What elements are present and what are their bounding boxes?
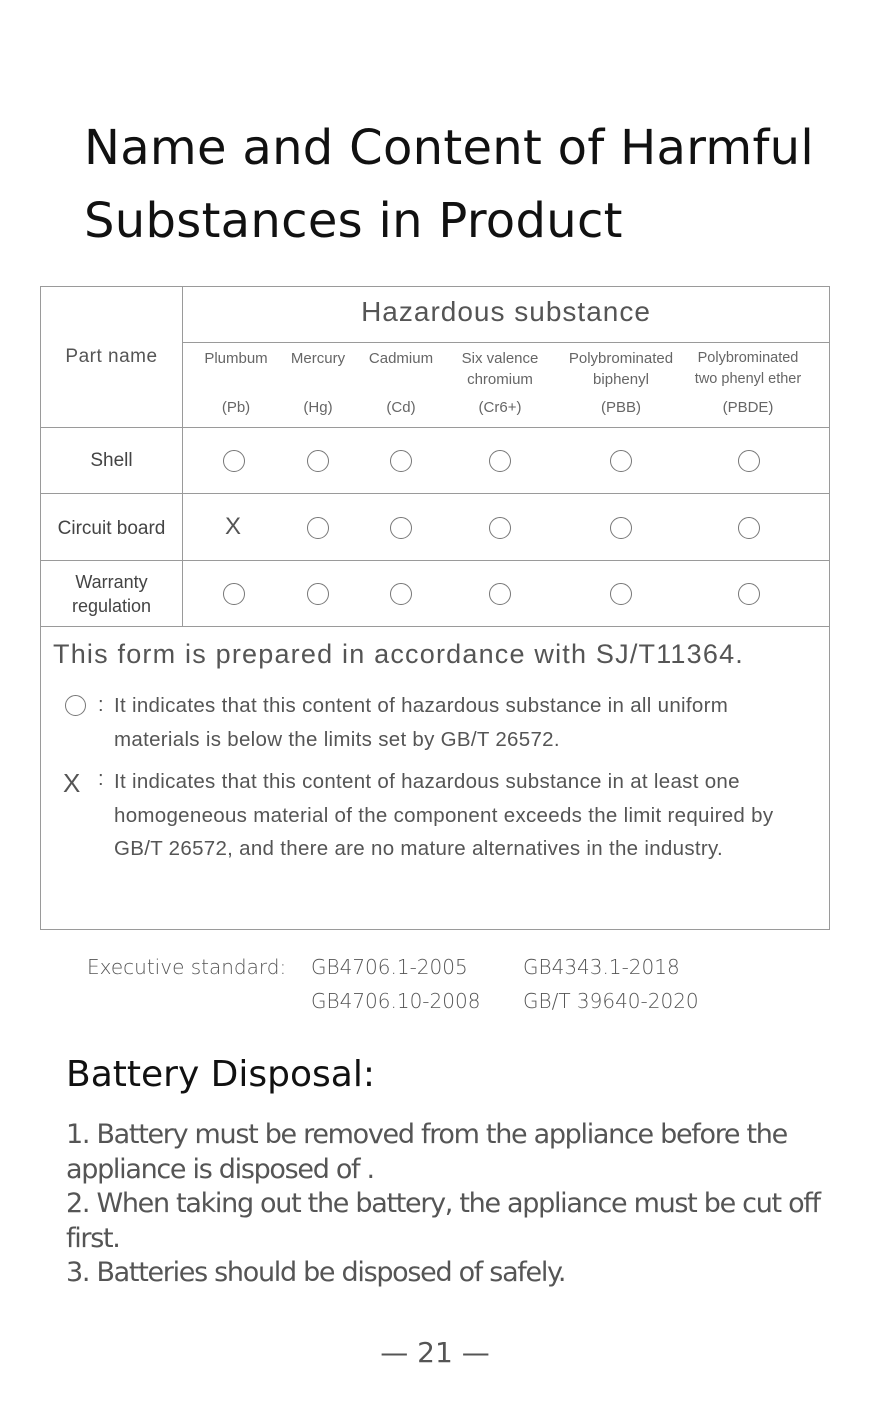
divider [40, 626, 830, 627]
page-number: — 21 — [380, 1336, 490, 1369]
circle-mark [738, 450, 760, 472]
circle-mark [307, 517, 329, 539]
battery-disposal-list [66, 1118, 826, 1291]
executive-standard-label: Executive standard: [87, 955, 287, 979]
list-item: 3. Batteries should be disposed of safely. [66, 1257, 566, 1288]
page-title-line-2: Substances in Product [84, 193, 623, 249]
standard-item: GB4706.1-2005 [311, 955, 468, 979]
circle-mark [489, 517, 511, 539]
circle-icon [65, 695, 86, 716]
circle-mark [610, 450, 632, 472]
symbol-cr6: (Cr6+) [478, 399, 522, 416]
circle-mark [610, 583, 632, 605]
circle-mark [610, 517, 632, 539]
symbol-pb: (Pb) [221, 399, 251, 416]
standard-item: GB/T 39640-2020 [523, 989, 699, 1013]
cross-icon: X [63, 768, 81, 798]
circle-mark [390, 583, 412, 605]
circle-mark [489, 450, 511, 472]
circle-mark [223, 450, 245, 472]
circle-mark [489, 583, 511, 605]
form-note: This form is prepared in accordance with SJ/T11364. [53, 639, 744, 669]
symbol-pbb: (PBB) [600, 399, 641, 416]
cross-mark: X [225, 513, 242, 540]
legend-x-text: It indicates that this content of hazardous substance in at least one homogeneous material of the component exceeds the limit required by GB/T 26572, and there are no mature alternatives in the industry. [114, 770, 774, 860]
divider [182, 342, 829, 343]
substance-header-pbde: Polybrominated two phenyl ether [694, 350, 802, 387]
standard-item: GB4343.1-2018 [523, 955, 680, 979]
circle-mark [390, 450, 412, 472]
divider [40, 560, 830, 561]
hazardous-substance-header: Hazardous substance [361, 296, 651, 327]
circle-mark [390, 517, 412, 539]
circle-mark [307, 583, 329, 605]
divider [40, 493, 830, 494]
circle-mark [223, 583, 245, 605]
circle-mark [738, 583, 760, 605]
substance-header-cadmium: Cadmium [368, 350, 434, 367]
legend-o-text: It indicates that this content of hazardous substance in all uniform materials is below the limits set by GB/T 26572. [114, 694, 729, 751]
standard-item: GB4706.10-2008 [311, 989, 481, 1013]
part-name-header: Part name [65, 346, 158, 367]
row-label-warranty-regulation: Warranty regulation [71, 572, 152, 616]
legend-colon: : [98, 768, 104, 790]
page-title [84, 112, 844, 258]
substance-header-plumbum: Plumbum [204, 350, 268, 367]
symbol-cd: (Cd) [386, 399, 416, 416]
page-title-line-1: Name and Content of Harmful [84, 120, 815, 176]
circle-mark [738, 517, 760, 539]
symbol-hg: (Hg) [303, 399, 333, 416]
divider [40, 427, 830, 428]
substance-header-chromium: Six valence chromium [461, 350, 539, 388]
row-label-shell: Shell [90, 450, 133, 471]
circle-mark [307, 450, 329, 472]
substance-header-mercury: Mercury [290, 350, 346, 367]
legend-colon: : [98, 694, 104, 716]
substance-header-pbb: Polybrominated biphenyl [568, 350, 674, 388]
battery-disposal-heading: Battery Disposal: [66, 1054, 375, 1095]
divider [182, 286, 183, 627]
symbol-pbde: (PBDE) [722, 399, 774, 416]
list-item: 1. Battery must be removed from the appliance before the appliance is disposed of . [66, 1119, 787, 1185]
row-label-circuit-board: Circuit board [57, 518, 166, 539]
list-item: 2. When taking out the battery, the appliance must be cut off first. [66, 1188, 820, 1254]
